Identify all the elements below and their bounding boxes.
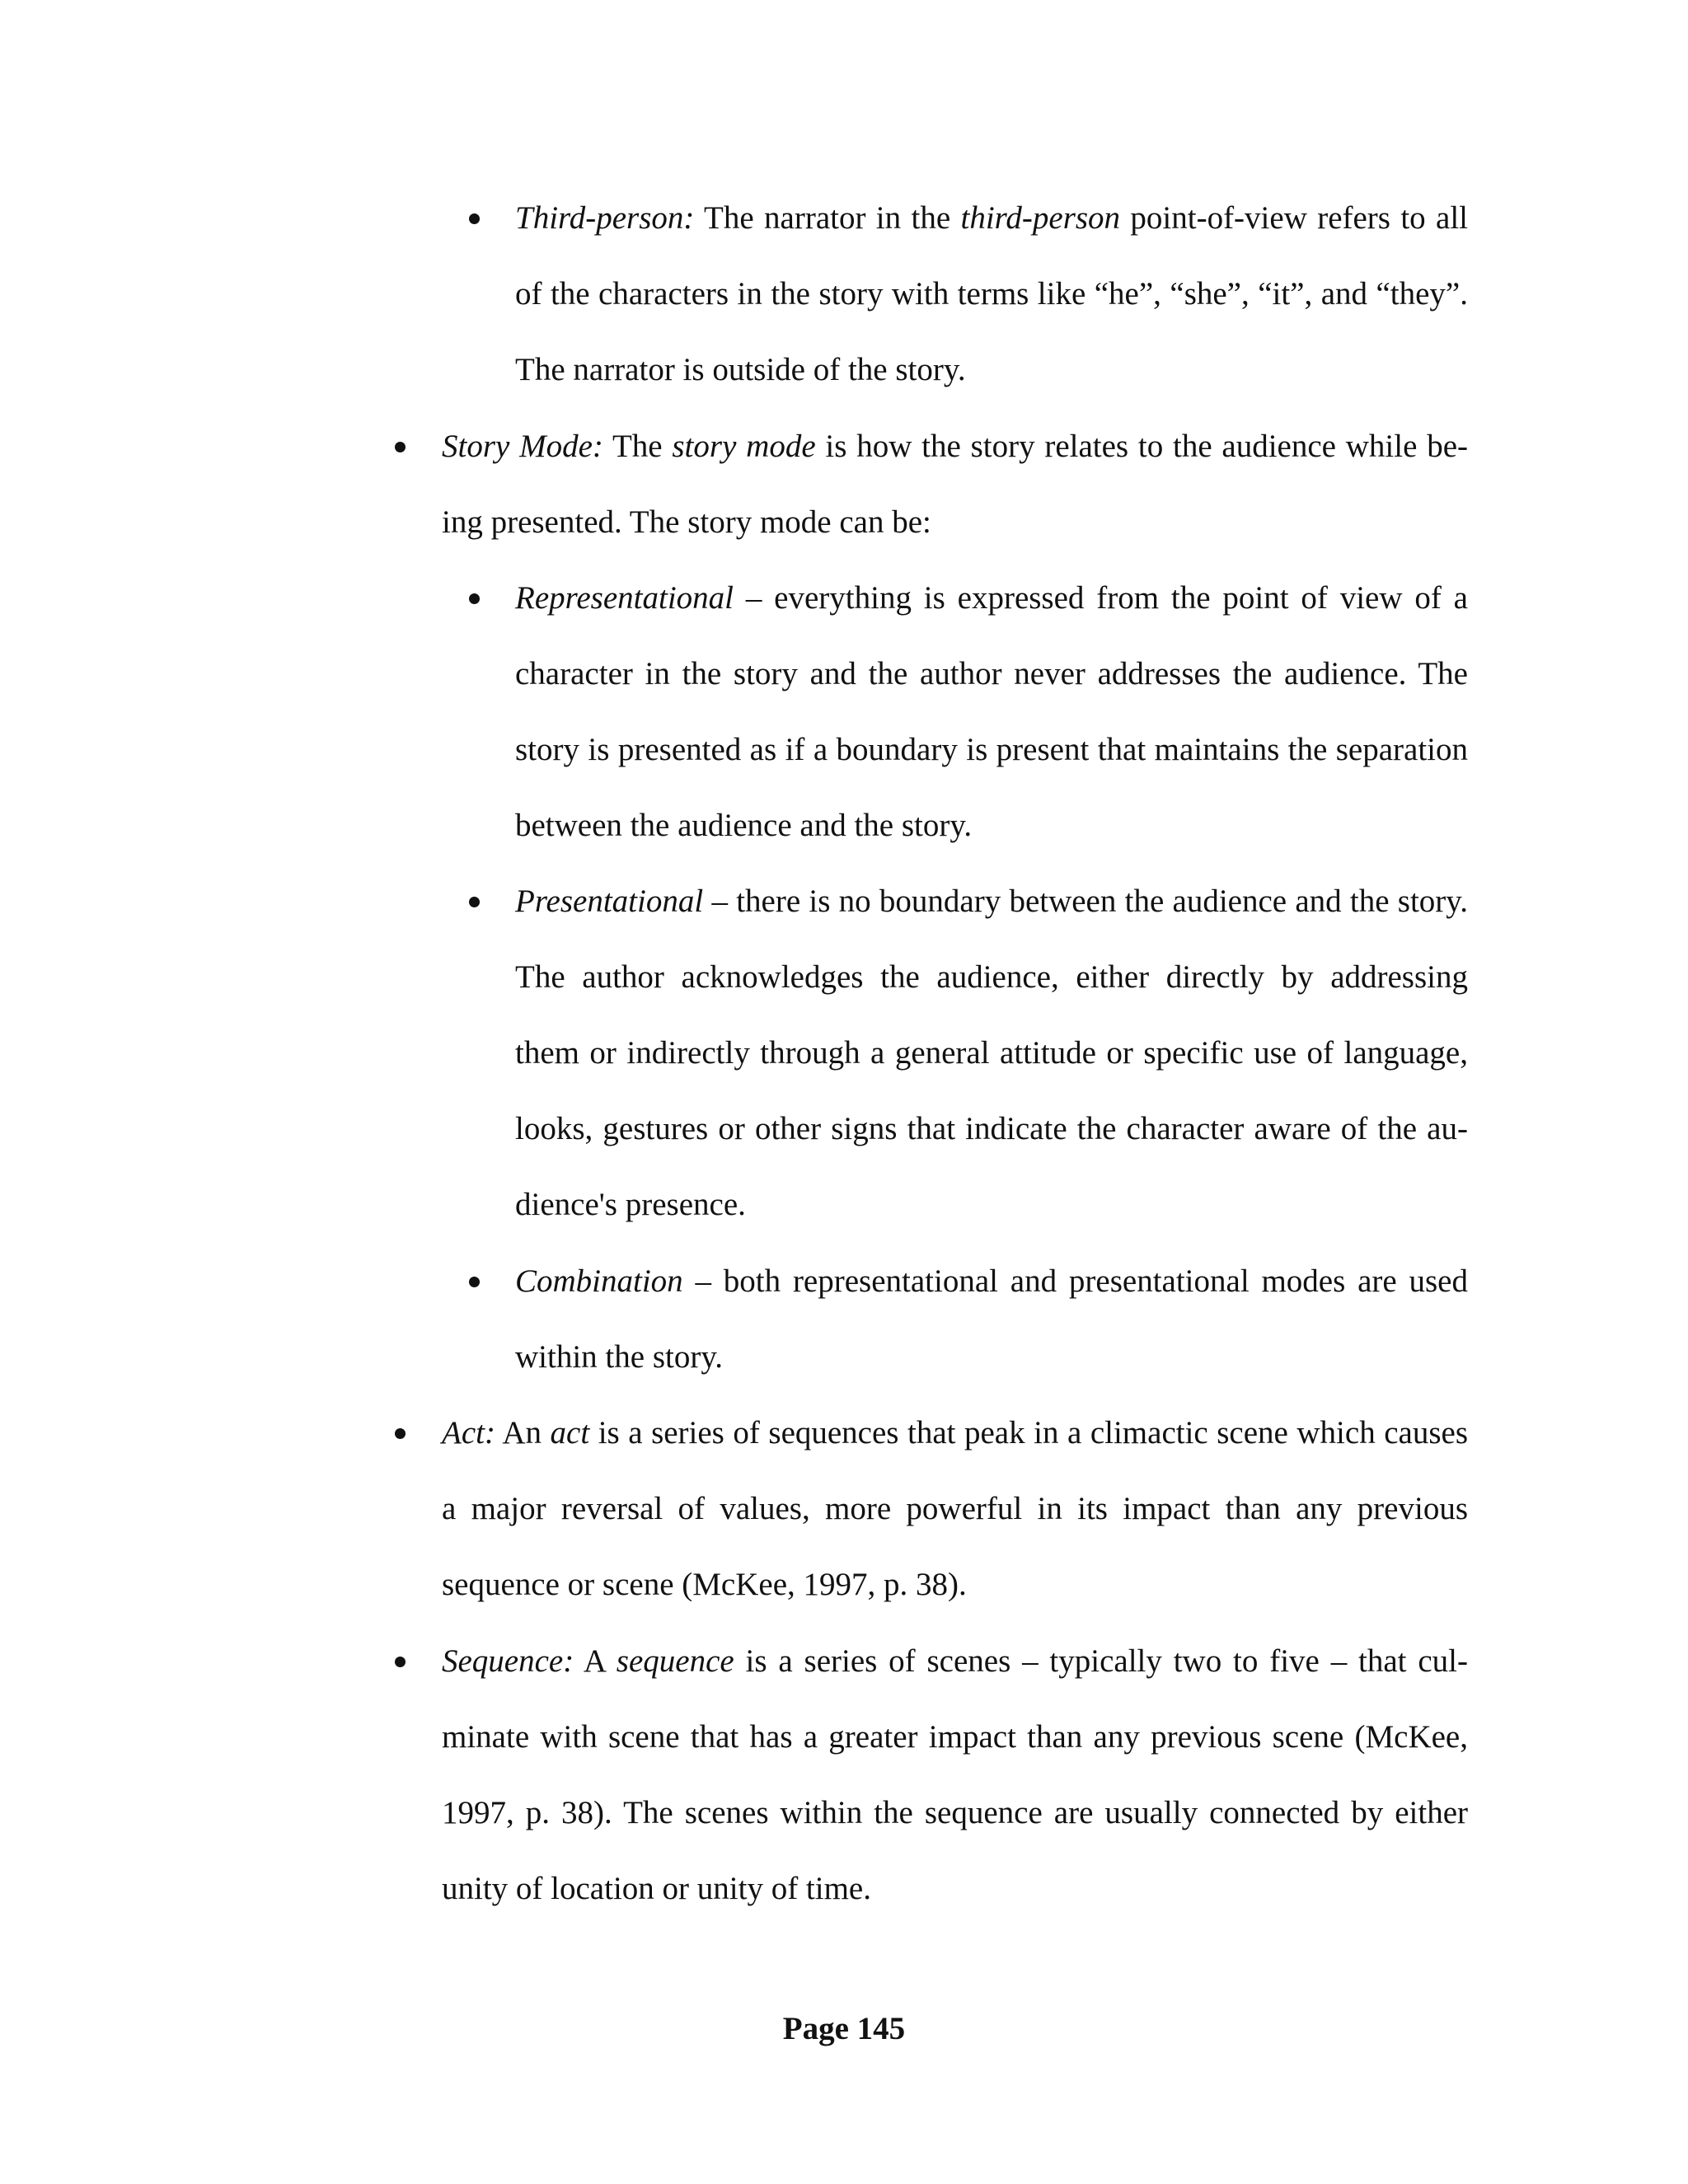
term: story mode <box>672 429 816 464</box>
term: Combination <box>515 1263 683 1299</box>
term: act <box>550 1415 590 1451</box>
bullet-icon <box>469 897 480 907</box>
term: third-person <box>960 200 1121 236</box>
list-item-act <box>442 1395 1468 1623</box>
bullet-icon <box>469 593 480 604</box>
text: – both representational and presentational modes are used within the story. <box>515 1263 1468 1375</box>
text: The narrator in the <box>694 200 961 236</box>
text: An <box>495 1415 551 1451</box>
text: is a series of scenes – typically two to five – that culminate with scene that has a greater impact than any previous scene (McKee, 1997, p. 38). The scenes within the sequence are usually connected by either unity of location or unity of time. <box>442 1643 1468 1906</box>
bullet-icon <box>469 213 480 224</box>
text: point-of-view refers to all of the characters in the story with terms like “he”, “she”, “it”, and “they”. The narrator is outside of the story. <box>515 200 1468 387</box>
list-item-combination <box>515 1244 1468 1395</box>
list-item-representational <box>515 560 1468 864</box>
text: – there is no boundary between the audience and the story. The author acknowledges the audience, either directly by addressing them or indirectly through a general attitude or specific use of language, looks, gestures or other signs that indicate the character aware of the audience's presence. <box>515 883 1468 1222</box>
list-item-third-person <box>515 180 1468 408</box>
text: – everything is expressed from the point of view of a character in the story and the author never addresses the audience. The story is presented as if a boundary is present that maintains the separation between the audience and the story. <box>515 580 1468 843</box>
text: A <box>574 1643 617 1679</box>
term: sequence <box>616 1643 734 1679</box>
text: The <box>603 429 673 464</box>
bullet-icon <box>395 442 406 452</box>
text: is how the story relates to the audience while being presented. The story mode can be: <box>442 429 1468 540</box>
term: Presentational <box>515 883 704 919</box>
bullet-icon <box>395 1428 406 1439</box>
list-item-presentational <box>515 864 1468 1243</box>
bullet-icon <box>469 1277 480 1287</box>
list-item-story-mode <box>442 409 1468 560</box>
term: Act: <box>442 1415 495 1451</box>
page-number: Page 145 <box>782 2011 906 2046</box>
term: Third-person: <box>515 200 695 236</box>
text: is a series of sequences that peak in a climactic scene which causes a major reversal of values, more powerful in its impact than any previous sequence or scene (McKee, 1997, p. 38). <box>442 1415 1468 1602</box>
bullet-icon <box>395 1657 406 1667</box>
term: Sequence: <box>442 1643 574 1679</box>
term: Representational <box>515 580 734 616</box>
term: Story Mode: <box>442 429 603 464</box>
list-item-sequence <box>442 1624 1468 1927</box>
